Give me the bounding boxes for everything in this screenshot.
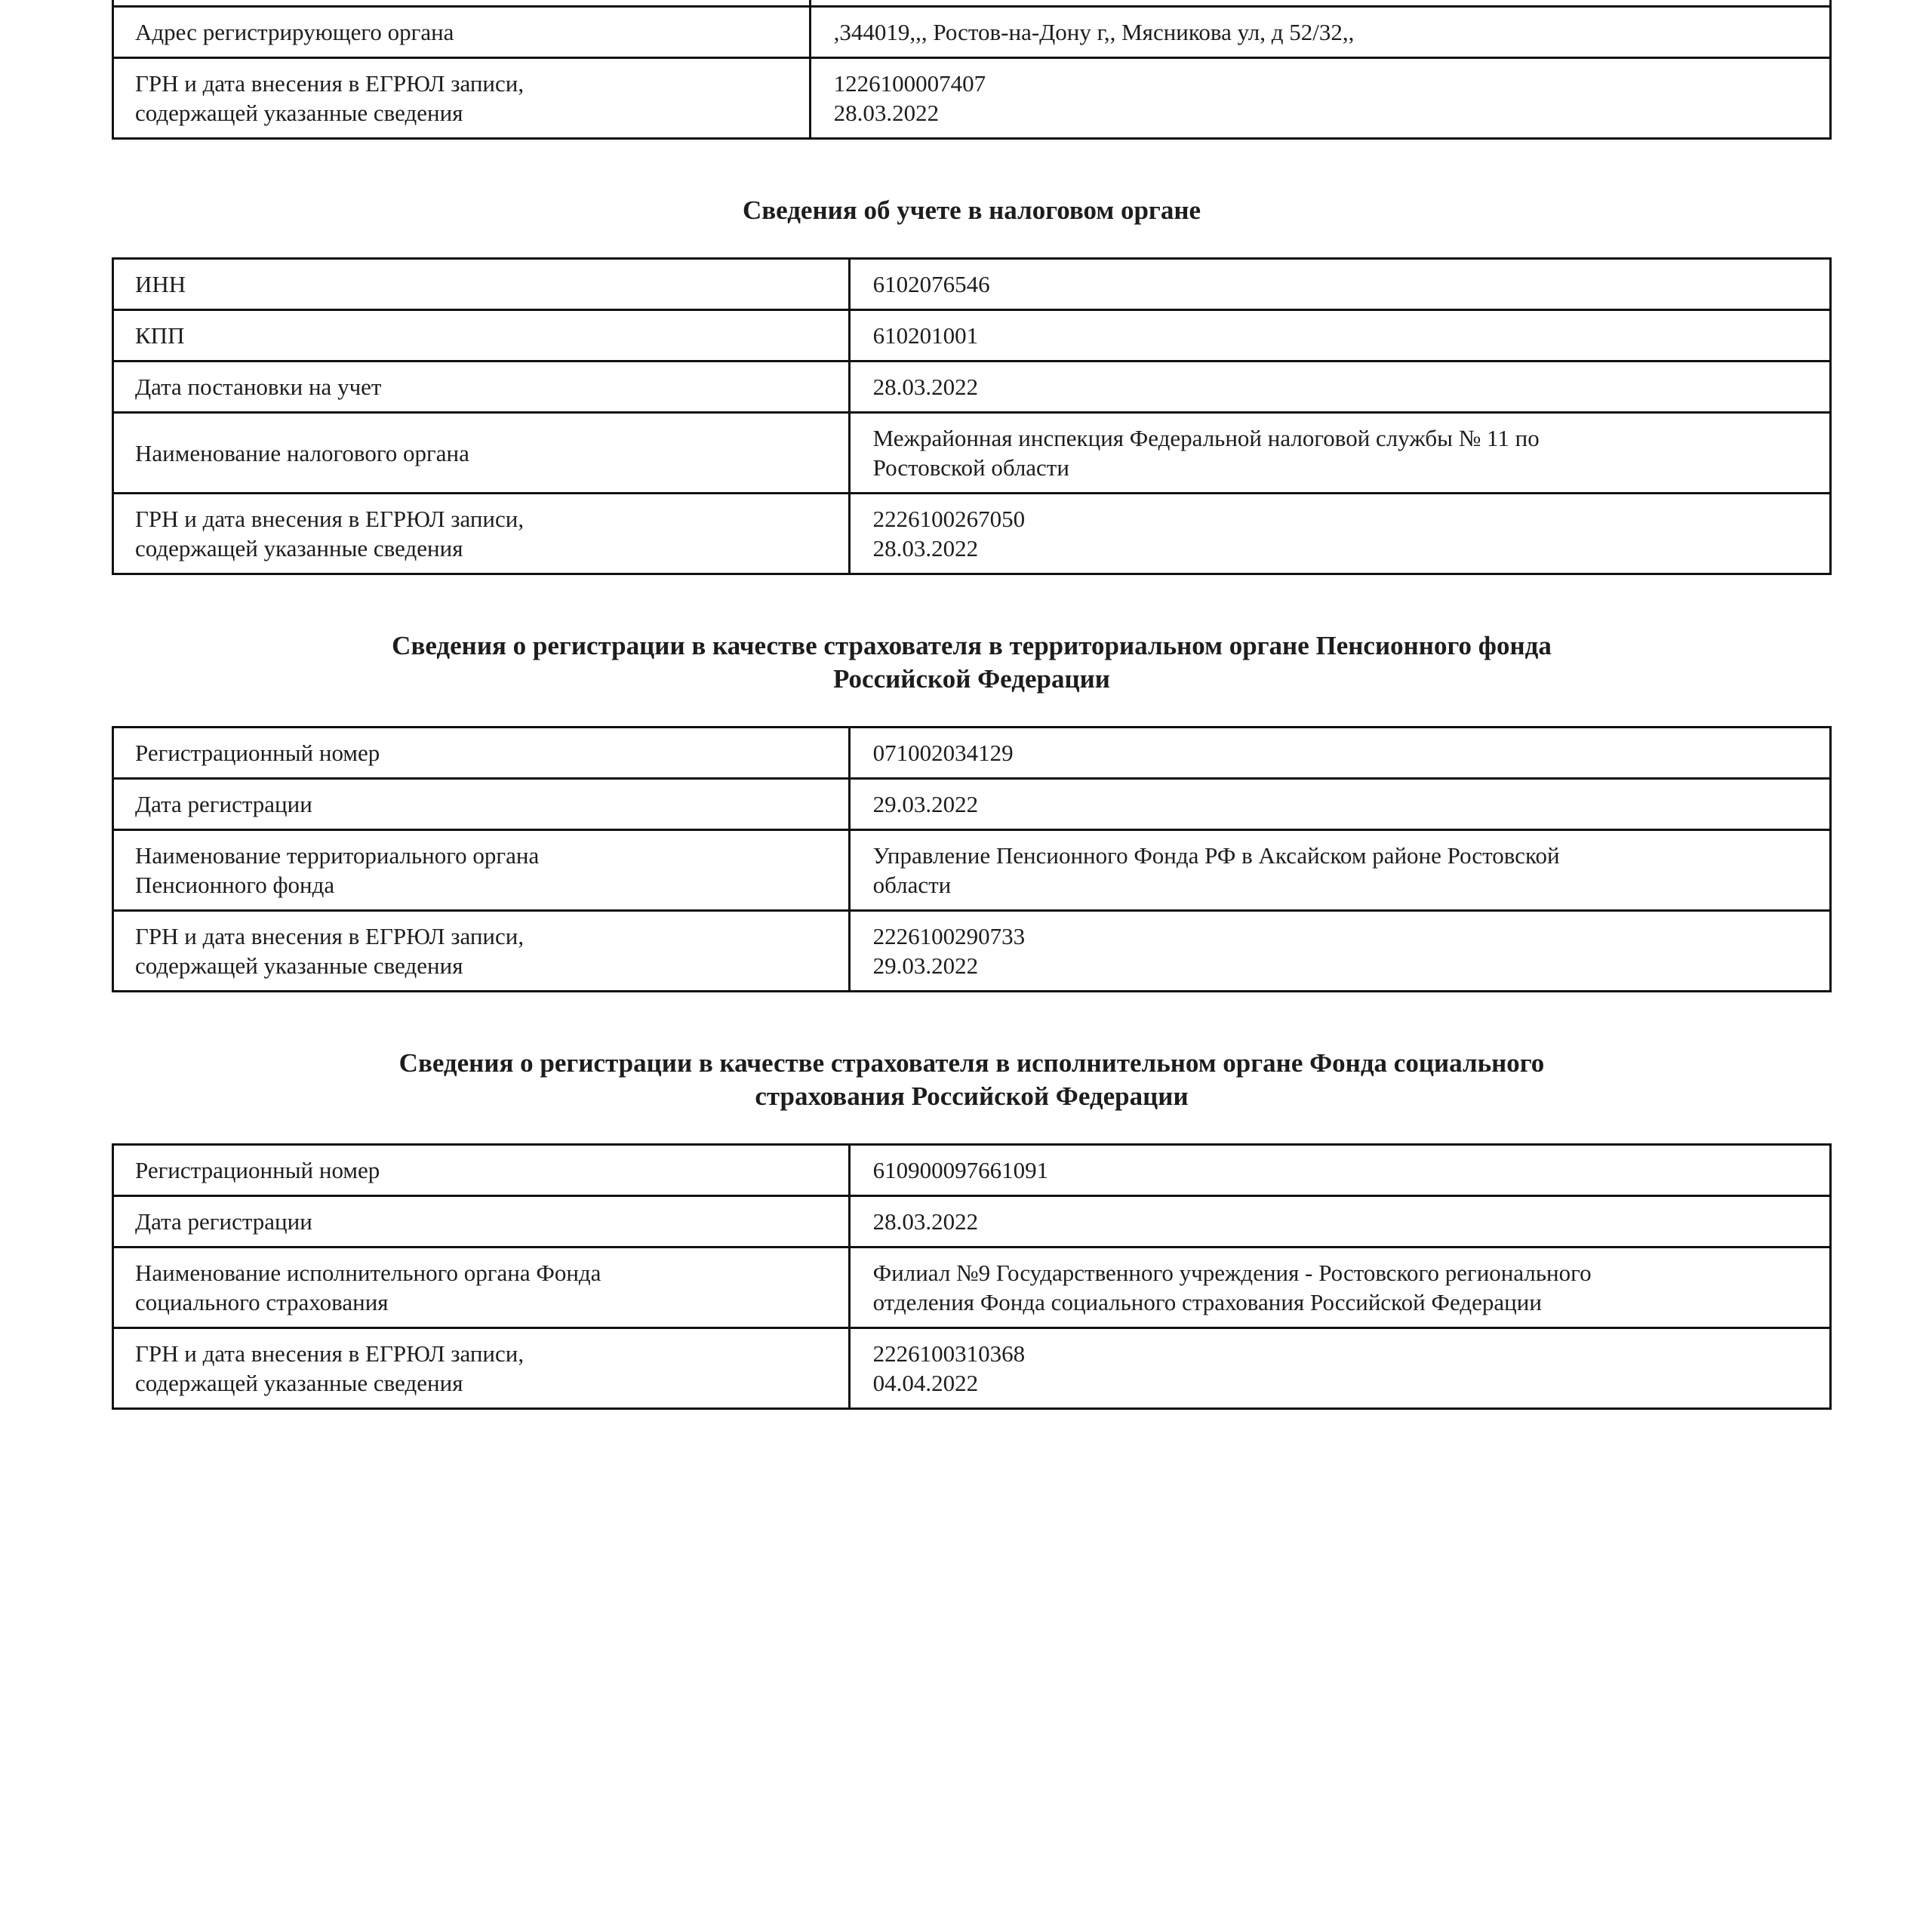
row-value — [849, 1247, 1830, 1328]
registering-authority-table — [112, 0, 1832, 140]
value-text: области — [872, 872, 952, 898]
row-value — [849, 911, 1830, 992]
heading-text: страхования Российской Федерации — [755, 1081, 1189, 1111]
label-text: содержащей указанные сведения — [135, 952, 463, 979]
table-row — [113, 7, 1831, 58]
value-text: 2226100290733 — [872, 923, 1026, 949]
table-row — [113, 1145, 1831, 1196]
label-text: Адрес регистрирующего органа — [135, 19, 454, 45]
row-label — [113, 58, 811, 139]
heading-text: Российской Федерации — [833, 664, 1110, 694]
row-value — [849, 361, 1830, 413]
table-row — [113, 58, 1831, 139]
label-text: содержащей указанные сведения — [135, 535, 463, 561]
value-text: 28.03.2022 — [833, 100, 940, 126]
row-label — [113, 310, 850, 361]
label-text: Наименование исполнительного органа Фонда — [135, 1260, 601, 1286]
row-value — [849, 494, 1830, 574]
heading-text: Сведения об учете в налоговом органе — [742, 195, 1201, 225]
table-row — [113, 259, 1831, 310]
table-row — [113, 1196, 1831, 1247]
row-label — [113, 830, 850, 911]
value-text: 2226100267050 — [872, 506, 1026, 532]
table-row — [113, 361, 1831, 413]
heading-text: Сведения о регистрации в качестве страхователя в исполнительном органе Фонда социального — [398, 1048, 1545, 1078]
value-text: Ростовской области — [872, 454, 1069, 481]
label-text: Дата постановки на учет — [135, 374, 382, 400]
row-value — [810, 58, 1830, 139]
label-text: социального страхования — [135, 1289, 389, 1315]
row-value — [849, 310, 1830, 361]
social-insurance-table — [112, 1143, 1832, 1410]
value-text: 1226100007407 — [833, 70, 986, 97]
row-label — [113, 259, 850, 310]
tax-authority-table — [112, 257, 1832, 575]
row-value — [810, 7, 1830, 58]
value-text: 29.03.2022 — [872, 791, 979, 817]
value-text: 071002034129 — [872, 740, 1014, 766]
section-heading-social-insurance — [112, 1047, 1832, 1113]
row-label — [113, 0, 811, 7]
row-value — [810, 0, 1830, 7]
row-label — [113, 1247, 850, 1328]
table-row — [113, 1247, 1831, 1328]
label-text: Дата регистрации — [135, 791, 312, 817]
value-text: ,344019,,, Ростов-на-Дону г,, Мясникова ул, д 52/32,, — [833, 19, 1355, 45]
label-text: ГРН и дата внесения в ЕГРЮЛ записи, — [135, 506, 525, 532]
label-text: Дата регистрации — [135, 1208, 312, 1235]
row-value — [849, 779, 1830, 830]
row-label — [113, 911, 850, 992]
value-text: 2226100310368 — [872, 1340, 1026, 1367]
table-row — [113, 728, 1831, 779]
row-label — [113, 494, 850, 574]
row-label — [113, 779, 850, 830]
label-text: Наименование налогового органа — [135, 439, 469, 466]
table-row — [113, 779, 1831, 830]
value-text: отделения Фонда социального страхования Российской Федерации — [872, 1289, 1542, 1315]
value-text: 6102076546 — [872, 271, 990, 297]
table-row — [113, 830, 1831, 911]
value-text: 28.03.2022 — [872, 535, 979, 561]
table-row-cutoff — [113, 0, 1831, 7]
value-text: 610900097661091 — [872, 1157, 1049, 1183]
value-text: Управление Пенсионного Фонда РФ в Аксайском районе Ростовской — [872, 842, 1560, 869]
value-text: Межрайонная инспекция Федеральной налоговой службы № 11 по — [872, 425, 1540, 451]
row-value — [849, 728, 1830, 779]
label-text: Регистрационный номер — [135, 740, 380, 766]
heading-text: Сведения о регистрации в качестве страхователя в территориальном органе Пенсионного фонда — [392, 631, 1552, 660]
value-text: Филиал №9 Государственного учреждения - Ростовского регионального — [872, 1260, 1592, 1286]
row-label — [113, 361, 850, 413]
label-text: Пенсионного фонда — [135, 872, 335, 898]
label-text: содержащей указанные сведения — [135, 100, 463, 126]
row-value — [849, 1328, 1830, 1409]
value-text: 29.03.2022 — [872, 952, 979, 979]
label-text: Регистрационный номер — [135, 1157, 380, 1183]
label-text: ИНН — [135, 271, 186, 297]
value-text: 28.03.2022 — [872, 1208, 979, 1235]
label-text: ГРН и дата внесения в ЕГРЮЛ записи, — [135, 923, 525, 949]
row-value — [849, 413, 1830, 494]
pension-fund-table — [112, 726, 1832, 992]
label-text: ГРН и дата внесения в ЕГРЮЛ записи, — [135, 1340, 525, 1367]
row-label — [113, 1328, 850, 1409]
row-label — [113, 1196, 850, 1247]
table-row — [113, 911, 1831, 992]
label-text: содержащей указанные сведения — [135, 1370, 463, 1396]
section-heading-tax — [112, 194, 1832, 227]
row-value — [849, 259, 1830, 310]
row-label — [113, 728, 850, 779]
table-row — [113, 413, 1831, 494]
row-value — [849, 830, 1830, 911]
value-text: 28.03.2022 — [872, 374, 979, 400]
table-row — [113, 1328, 1831, 1409]
label-text: Наименование территориального органа — [135, 842, 540, 869]
label-text: КПП — [135, 322, 185, 349]
value-text: 610201001 — [872, 322, 979, 349]
row-label — [113, 7, 811, 58]
table-row — [113, 310, 1831, 361]
row-value — [849, 1196, 1830, 1247]
label-text: ГРН и дата внесения в ЕГРЮЛ записи, — [135, 70, 525, 97]
value-text: 04.04.2022 — [872, 1370, 979, 1396]
row-label — [113, 413, 850, 494]
section-heading-pension-fund — [112, 629, 1832, 696]
row-value — [849, 1145, 1830, 1196]
table-row — [113, 494, 1831, 574]
row-label — [113, 1145, 850, 1196]
